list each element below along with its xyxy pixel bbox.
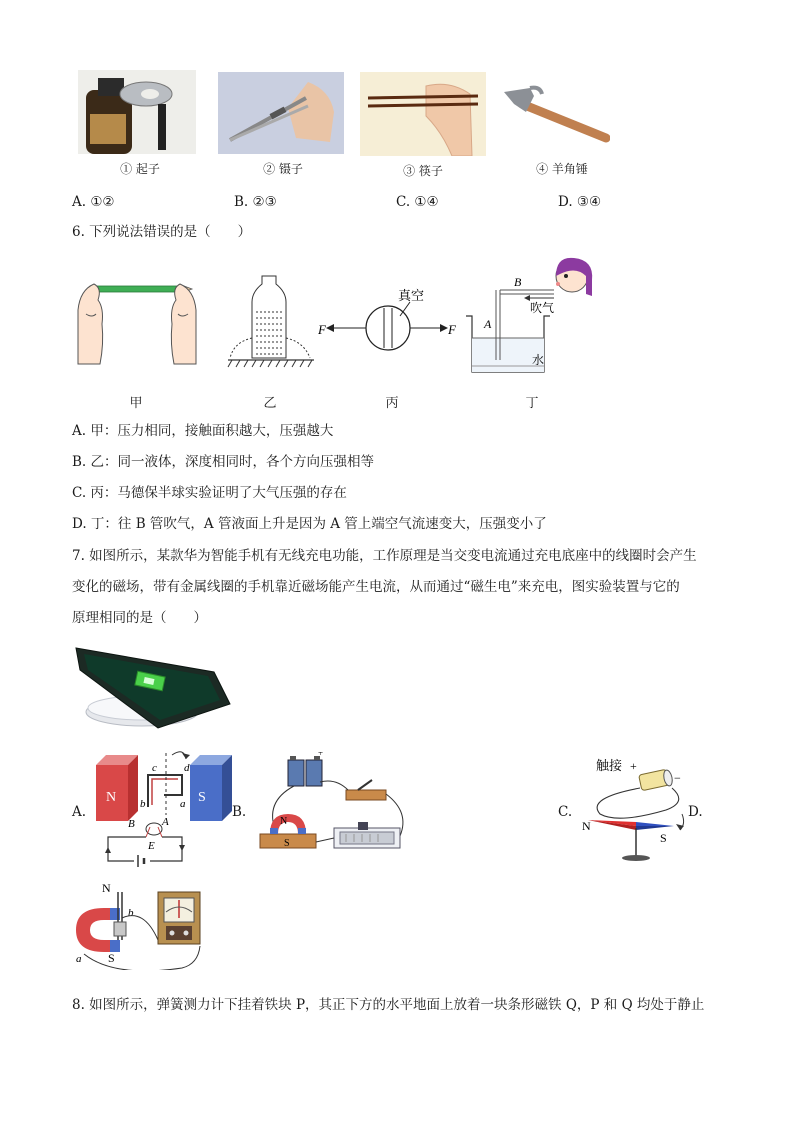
q6-option-a: A. 甲：压力相同，接触面积越大，压强越大	[72, 423, 334, 439]
a-c-label: c	[152, 762, 157, 774]
q5-option-b: B. ②③	[234, 194, 277, 210]
electromagnet-circuit-figure	[254, 752, 414, 860]
c-s-label: S	[660, 831, 667, 845]
b-s-label: S	[284, 838, 290, 849]
q6-option-b: B. 乙：同一液体，深度相同时，各个方向压强相等	[72, 454, 375, 470]
a-s-label: S	[198, 790, 206, 805]
galvanometer-induction-figure	[74, 878, 214, 970]
oersted-experiment-figure	[578, 752, 694, 864]
blowing-tube-figure	[460, 254, 600, 378]
chopsticks-image	[360, 72, 486, 156]
caption-q5-1: ① 起子	[120, 162, 160, 176]
caption-yi: 乙	[263, 396, 277, 411]
caption-q5-3: ③ 筷子	[403, 164, 443, 178]
q7-option-b-letter: B.	[232, 804, 247, 820]
caption-ding: 丁	[525, 396, 539, 411]
d-s-label: S	[108, 951, 115, 965]
tube-a-label: A	[484, 317, 492, 331]
caption-bing: 丙	[385, 396, 399, 411]
blow-label: 吹气	[530, 301, 555, 315]
caption-q5-2: ② 镊子	[263, 162, 303, 176]
motor-coil-figure	[94, 745, 234, 873]
caption-q5-4: ④ 羊角锤	[536, 162, 588, 176]
a-n-label: N	[106, 790, 117, 805]
a-e-label: E	[148, 840, 155, 852]
a-a-label: a	[180, 798, 186, 810]
vacuum-label: 真空	[398, 288, 425, 303]
b-n-label: N	[280, 816, 288, 827]
magdeburg-hemispheres-figure	[318, 282, 458, 362]
water-bottle-figure	[226, 272, 316, 370]
q7-option-d-letter: D.	[688, 804, 703, 820]
a-biga-label: A	[162, 816, 169, 828]
q7-stem-line-1: 7. 如图所示，某款华为智能手机有无线充电功能，工作原理是当交变电流通过充电底座中的线圈时会产生	[72, 548, 697, 564]
caption-jia: 甲	[129, 396, 143, 411]
d-a-label: a	[76, 953, 82, 965]
q7-stem-line-2: 变化的磁场，带有金属线圈的手机靠近磁场能产生电流，从而通过“磁生电”来充电，图实验装置与它的	[72, 579, 680, 595]
q7-option-a-letter: A.	[72, 804, 87, 820]
q7-option-c-letter: C.	[558, 804, 573, 820]
a-b-label: b	[140, 798, 146, 810]
c-touch-label: 触接	[596, 758, 623, 773]
water-label: 水	[532, 353, 545, 367]
tweezers-image	[218, 72, 344, 154]
q5-option-d: D. ③④	[558, 194, 602, 210]
q5-option-c: C. ①④	[396, 194, 439, 210]
tube-b-label: B	[514, 275, 522, 289]
force-left-label: F	[318, 322, 326, 337]
q7-stem-line-3: 原理相同的是（ ）	[72, 610, 207, 626]
wireless-charging-phone-image	[74, 640, 234, 732]
q6-option-c: C. 丙：马德保半球实验证明了大气压强的存在	[72, 485, 347, 501]
c-plus-label: +	[630, 759, 637, 773]
claw-hammer-image	[500, 84, 610, 146]
c-minus-label: −	[674, 771, 681, 785]
force-right-label: F	[448, 322, 456, 337]
bottle-opener-image	[78, 70, 196, 154]
q5-option-a: A. ①②	[72, 194, 115, 210]
q8-stem: 8. 如图所示，弹簧测力计下挂着铁块 P，其正下方的水平地面上放着一块条形磁铁 Q，P 和 Q 均处于静止	[72, 997, 705, 1013]
d-n-label: N	[102, 881, 111, 895]
c-n-label: N	[582, 819, 591, 833]
pencil-fingers-figure	[74, 274, 200, 366]
b-plus-label: +	[318, 752, 324, 758]
q6-option-d: D. 丁：往 B 管吹气，A 管液面上升是因为 A 管上端空气流速变大，压强变小了	[72, 516, 547, 532]
q6-stem: 6. 下列说法错误的是（ ）	[72, 224, 252, 240]
a-d-label: d	[184, 762, 190, 774]
d-b-label: b	[128, 907, 134, 919]
a-bigb-label: B	[128, 818, 135, 830]
